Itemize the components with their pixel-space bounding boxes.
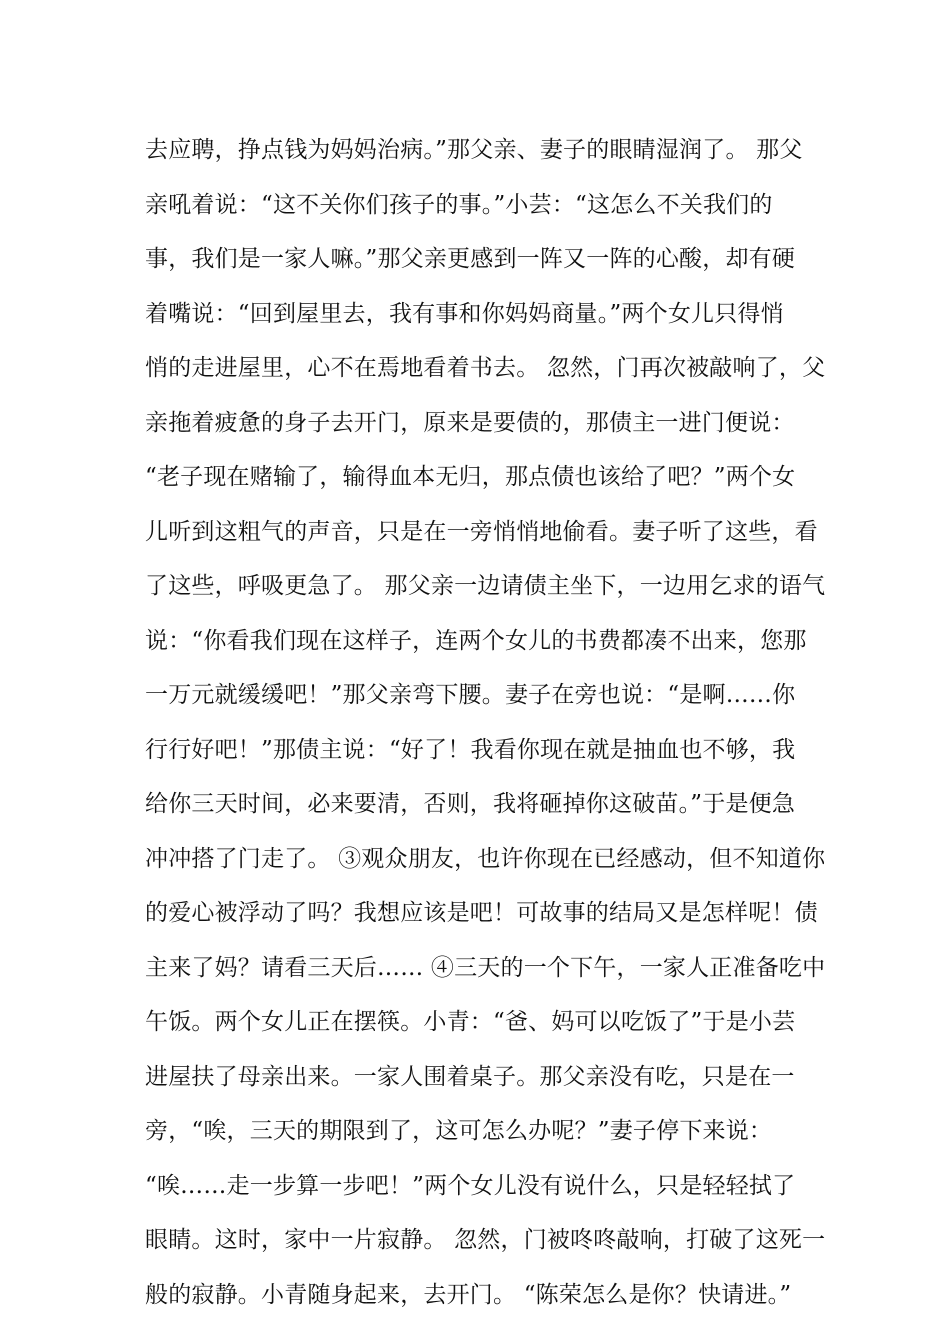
text-line-6: 亲拖着疲惫的身子去开门，原来是要债的，那债主一进门便说： xyxy=(145,409,795,436)
text-line-4: 着嘴说：“回到屋里去，我有事和你妈妈商量。”两个女儿只得悄 xyxy=(145,300,784,327)
text-line-15: 的爱心被浮动了吗？我想应该是吧！可故事的结局又是怎样呢！债 xyxy=(145,900,818,926)
text-line-7: “老子现在赌输了，输得血本无归，那点债也该给了吧？”两个女 xyxy=(145,464,796,490)
text-line-3: 事，我们是一家人嘛。”那父亲更感到一阵又一阵的心酸，却有硬 xyxy=(145,246,796,272)
body-text xyxy=(145,128,826,1327)
text-line-19: 旁，“唉，三天的期限到了，这可怎么办呢？”妻子停下来说： xyxy=(145,1118,773,1144)
text-line-8: 儿听到这粗气的声音，只是在一旁悄悄地偷看。妻子听了这些，看 xyxy=(145,518,818,545)
text-line-17: 午饭。两个女儿正在摆筷。小青：“爸、妈可以吃饭了”于是小芸 xyxy=(145,1009,796,1035)
text-line-20: “唉……走一步算一步吧！”两个女儿没有说什么，只是轻轻拭了 xyxy=(145,1172,796,1199)
text-line-1: 去应聘，挣点钱为妈妈治病。”那父亲、妻子的眼睛湿润了。 那父 xyxy=(145,137,803,163)
text-line-10: 说：“你看我们现在这样子，连两个女儿的书费都凑不出来，您那 xyxy=(145,627,807,654)
text-line-14: 冲冲搭了门走了。 ③观众朋友，也许你现在已经感动，但不知道你 xyxy=(145,845,826,872)
text-line-21: 眼睛。这时，家中一片寂静。 忽然，门被咚咚敲响，打破了这死一 xyxy=(145,1227,826,1253)
text-line-13: 给你三天时间，必来要清，否则，我将砸掉你这破苗。”于是便急 xyxy=(145,791,796,817)
text-line-5: 悄的走进屋里，心不在焉地看着书去。 忽然，门再次被敲响了，父 xyxy=(145,355,826,381)
text-line-16: 主来了妈？请看三天后…… ④三天的一个下午，一家人正准备吃中 xyxy=(145,954,826,981)
text-line-22: 般的寂静。小青随身起来，去开门。 “陈荣怎么是你？快请进。” xyxy=(145,1281,792,1308)
text-line-2: 亲吼着说：“这不关你们孩子的事。”小芸：“这怎么不关我们的 xyxy=(145,191,773,218)
text-line-11: 一万元就缓缓吧！”那父亲弯下腰。妻子在旁也说：“是啊……你 xyxy=(145,682,796,708)
text-line-12: 行行好吧！”那债主说：“好了！我看你现在就是抽血也不够，我 xyxy=(145,736,796,763)
text-line-9: 了这些，呼吸更急了。 那父亲一边请债主坐下，一边用乞求的语气 xyxy=(145,573,826,599)
text-line-18: 进屋扶了母亲出来。一家人围着桌子。那父亲没有吃，只是在一 xyxy=(145,1063,795,1090)
